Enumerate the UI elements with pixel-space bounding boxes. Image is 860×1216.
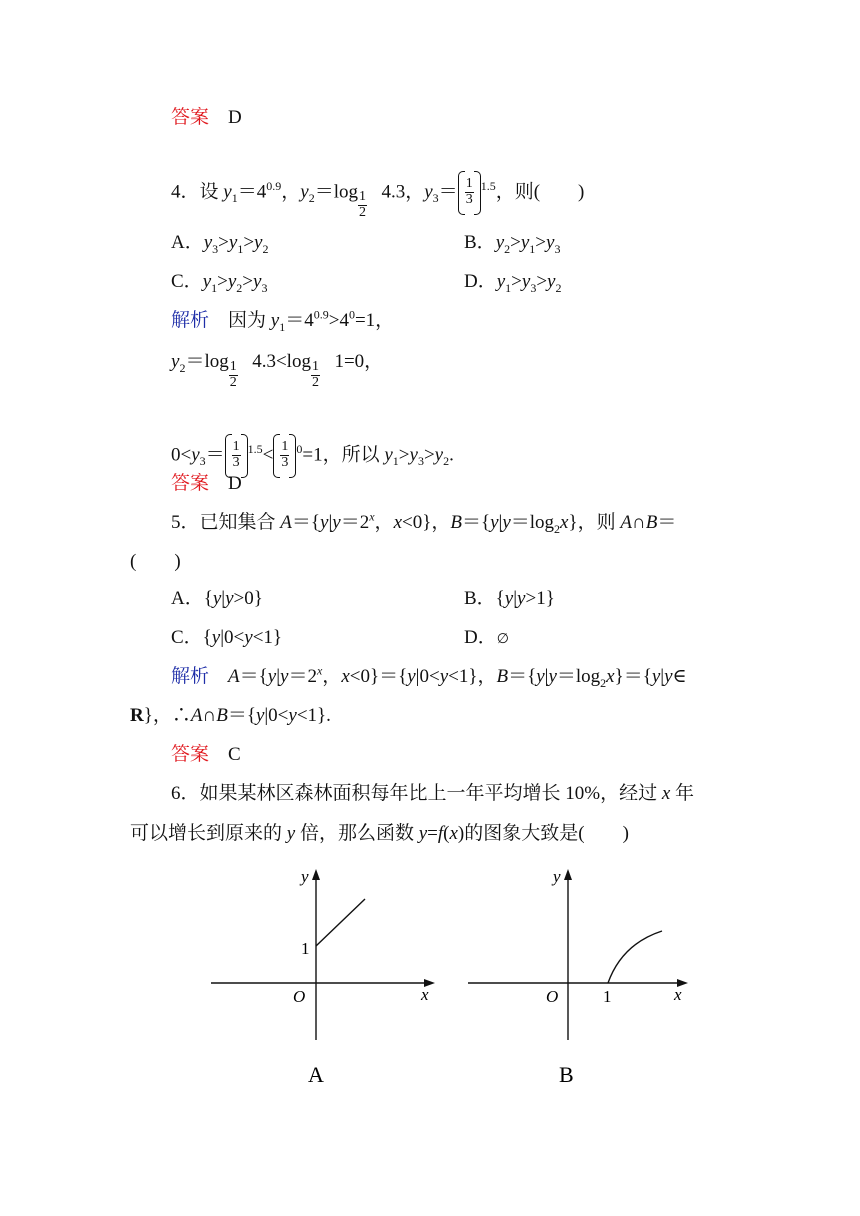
- graph-a: [205, 862, 445, 1092]
- graph-b: [462, 862, 702, 1092]
- answer-value: D: [228, 107, 242, 128]
- q4-analysis-line2: $y_2=\log$ $\frac{1}{2}$ 4.3<log $\frac{1}{2}$ 1=0，: [171, 351, 384, 390]
- q5-analysis-line1: 解析 $A=\{y|y=2^x$，x<0}＝{y|0<y<1}，$B=\{y|y=\log_2x\}=\{y|y\in$: [171, 663, 687, 690]
- question-number: 4．: [171, 181, 200, 203]
- q6-stem-line2: 可以增长到原来的 y 倍，那么函数 y=f(x)的图象大致是( ): [130, 823, 629, 844]
- log-base-fraction: $\frac{1}{2}$: [358, 189, 366, 221]
- y-label: y: [553, 867, 561, 886]
- q4-option-b: B．$y_2>y_1>y_3$: [464, 232, 561, 256]
- tick-label: 1: [603, 987, 612, 1006]
- q4-stem: 4．设 $y_1=4^{0.9}$，$y_2=\log$ $\frac{1}{2}$ 4.3，$y_3=$ $\frac{1}{3}$ $^{1.5}$，则( ): [171, 171, 584, 215]
- x-label: x: [421, 985, 429, 1004]
- q6-stem-line1: 6．如果某林区森林面积每年比上一年平均增长 10%，经过 x 年: [171, 783, 695, 804]
- x-label: x: [674, 985, 682, 1004]
- answer-label: 答案: [171, 107, 210, 128]
- graph-caption: B: [559, 1062, 574, 1087]
- q4-answer: 答案 D: [171, 473, 242, 494]
- q4-exp3: 1.5: [480, 179, 496, 194]
- y-axis-arrow-icon: [564, 869, 572, 880]
- answer-value: D: [228, 473, 242, 494]
- q5-option-b: B．{y|y>1}: [464, 588, 555, 609]
- q4-log-arg: 4.3: [381, 181, 406, 203]
- q4-exp1: 0.9: [266, 179, 282, 194]
- q4-stem-tail: ，则( ): [495, 181, 585, 203]
- paren-fraction: $\frac{1}{3}$: [458, 171, 481, 215]
- q5-answer: 答案 C: [171, 744, 241, 765]
- q4-analysis-line1: 解析 因为 $y_1=4^{0.9}>4^0=1$，: [171, 307, 395, 334]
- graph-a-curve: [316, 899, 365, 946]
- origin-label: O: [293, 987, 306, 1006]
- tick-label: 1: [301, 939, 310, 958]
- q5-option-a: A．{y|y>0}: [171, 588, 263, 609]
- q4-option-c: C．$y_1>y_2>y_3$: [171, 271, 268, 295]
- q4-base: 4: [256, 181, 267, 203]
- q5-analysis-line2: R}，∴A∩B＝{y|0<y<1}.: [130, 705, 331, 726]
- answer-value: C: [228, 744, 241, 765]
- graph-caption: A: [308, 1062, 324, 1087]
- q4-option-d: D．$y_1>y_3>y_2$: [464, 271, 562, 295]
- analysis-label: 解析: [171, 310, 210, 331]
- q3-answer: [171, 108, 242, 127]
- q5-stem: 5．已知集合 $A=\{y|y=2^x$，x<0}，$B=\{y|y=\log_2x\}$，则 A∩B＝: [171, 509, 677, 536]
- graph-b-curve: [608, 931, 662, 983]
- q4-option-a: A．$y_3>y_1>y_2$: [171, 232, 269, 256]
- q5-option-d: D．∅: [464, 627, 509, 648]
- q4-analysis-line3: $0<y_3=$ $\frac{1}{3}$ $^{1.5}$< $\frac{1}{3}$ $^0$=1，所以 $y_1>y_3>y_2$.: [171, 434, 454, 478]
- q5-option-c: C．{y|0<y<1}: [171, 627, 283, 648]
- q5-paren: ( ): [130, 551, 181, 572]
- y-label: y: [301, 867, 309, 886]
- y-axis-arrow-icon: [312, 869, 320, 880]
- q4-stem-prefix: 设: [199, 181, 219, 203]
- origin-label: O: [546, 987, 559, 1006]
